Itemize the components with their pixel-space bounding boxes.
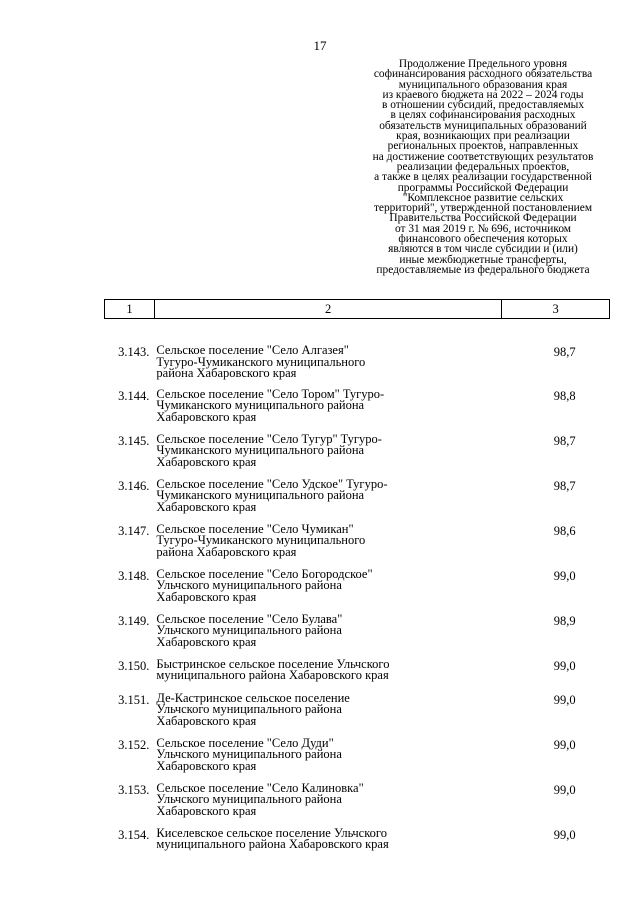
row-number: 3.145. bbox=[118, 433, 150, 448]
column-header-3: 3 bbox=[502, 300, 610, 319]
row-number: 3.144. bbox=[118, 388, 150, 403]
header-line: от 31 мая 2019 г. № 696, источником bbox=[394, 222, 572, 235]
municipality-name-line: Хабаровского края bbox=[156, 499, 257, 514]
municipality-name-line: Сельское поселение "Село Удское" Тугуро- bbox=[156, 476, 388, 491]
header-line: обязательств муниципальных образований bbox=[379, 119, 587, 132]
page-number: 17 bbox=[313, 38, 327, 53]
cofinancing-level: 99,0 bbox=[553, 827, 576, 842]
row-number: 3.148. bbox=[118, 568, 150, 583]
cofinancing-level: 98,6 bbox=[553, 523, 576, 538]
municipality-name bbox=[154, 521, 501, 569]
municipality-name bbox=[154, 566, 501, 614]
municipality-name-line: Хабаровского края bbox=[156, 803, 257, 818]
table-row bbox=[105, 659, 610, 693]
municipality-name-line: Сельское поселение "Село Дуди" bbox=[156, 735, 334, 750]
table-header-row bbox=[105, 300, 610, 319]
row-number: 3.153. bbox=[118, 782, 150, 797]
cofinancing-level: 98,7 bbox=[553, 478, 576, 493]
header-line: в отношении субсидий, предоставляемых bbox=[381, 99, 585, 112]
table-row bbox=[105, 524, 610, 569]
header-line: финансового обеспечения которых bbox=[398, 233, 568, 246]
cofinancing-level: 98,8 bbox=[553, 388, 576, 403]
municipality-name-line: Киселевское сельское поселение Ульчского bbox=[156, 825, 387, 840]
municipality-name-line: Сельское поселение "Село Чумикан" bbox=[156, 521, 354, 536]
municipality-name-line: Ульчского муниципального района bbox=[156, 623, 342, 638]
row-number: 3.150. bbox=[118, 658, 150, 673]
row-number: 3.152. bbox=[118, 737, 150, 752]
municipality-name-line: Хабаровского края bbox=[156, 589, 257, 604]
municipality-name bbox=[154, 690, 501, 738]
header-line: Правительства Российской Федерации bbox=[389, 212, 577, 225]
municipality-name bbox=[154, 319, 501, 389]
municipality-name-line: Сельское поселение "Село Тугур" Тугуро- bbox=[156, 431, 382, 446]
header-line: софинансирования расходного обязательства bbox=[373, 68, 593, 81]
municipality-name-line: Сельское поселение "Село Алгазея" bbox=[156, 343, 349, 357]
column-header-1: 1 bbox=[105, 300, 155, 319]
municipality-name-line: Хабаровского края bbox=[156, 634, 257, 649]
municipality-name-line: Ульчского муниципального района bbox=[156, 702, 342, 717]
header-line: предоставляемые из федерального бюджета bbox=[376, 263, 590, 276]
table-body bbox=[105, 319, 610, 862]
municipality-name bbox=[154, 780, 501, 828]
table-row bbox=[105, 828, 610, 862]
cofinancing-level: 99,0 bbox=[553, 782, 576, 797]
municipality-name-line: муниципального района Хабаровского края bbox=[156, 668, 389, 683]
municipality-name-line: Сельское поселение "Село Калиновка" bbox=[156, 780, 364, 795]
municipality-name bbox=[154, 735, 501, 783]
table-row bbox=[105, 738, 610, 783]
header-line: иные межбюджетные трансферты, bbox=[399, 253, 567, 266]
municipality-name-line: Хабаровского края bbox=[156, 409, 257, 424]
municipality-name-line: Де-Кастринское сельское поселение bbox=[156, 690, 350, 705]
municipality-name bbox=[154, 656, 501, 693]
municipality-name-line: Сельское поселение "Село Тором" Тугуро- bbox=[156, 386, 385, 401]
row-number: 3.151. bbox=[118, 692, 150, 707]
cofinancing-level: 99,0 bbox=[553, 568, 576, 583]
cofinancing-level: 99,0 bbox=[553, 692, 576, 707]
municipality-name-line: Чумиканского муниципального района bbox=[156, 398, 365, 413]
table-row bbox=[105, 569, 610, 614]
header-line: края, возникающих при реализации bbox=[396, 130, 570, 143]
table-row bbox=[105, 479, 610, 524]
header-line: являются в том числе субсидии и (или) bbox=[388, 243, 578, 256]
header-line: из краевого бюджета на 2022 – 2024 годы bbox=[382, 88, 584, 101]
municipality-name-line: Чумиканского муниципального района bbox=[156, 488, 365, 503]
header-line: в целях софинансирования расходных bbox=[390, 109, 576, 122]
municipality-name bbox=[154, 825, 501, 862]
cofinancing-level: 99,0 bbox=[553, 658, 576, 673]
header-line: "Комплексное развитие сельских bbox=[402, 191, 564, 204]
row-number: 3.143. bbox=[118, 345, 150, 359]
row-number: 3.149. bbox=[118, 613, 150, 628]
table-row bbox=[105, 434, 610, 479]
municipality-name-line: Ульчского муниципального района bbox=[156, 747, 342, 762]
header-line: на достижение соответствующих результатов bbox=[372, 150, 594, 163]
document-header bbox=[352, 59, 614, 275]
row-number: 3.146. bbox=[118, 478, 150, 493]
column-header-2: 2 bbox=[154, 300, 501, 319]
municipality-name-line: Тугуро-Чумиканского муниципального bbox=[156, 354, 366, 369]
header-line: реализации федеральных проектов, bbox=[396, 160, 570, 173]
cofinancing-level: 98,7 bbox=[553, 345, 576, 359]
municipality-name bbox=[154, 611, 501, 659]
table-row bbox=[105, 693, 610, 738]
subsidy-table bbox=[104, 299, 610, 862]
table-row bbox=[105, 614, 610, 659]
header-line: Продолжение Предельного уровня bbox=[398, 58, 568, 70]
cofinancing-level: 99,0 bbox=[553, 737, 576, 752]
header-line: региональных проектов, направленных bbox=[387, 140, 579, 153]
municipality-name-line: Сельское поселение "Село Булава" bbox=[156, 611, 343, 626]
municipality-name-line: Сельское поселение "Село Богородское" bbox=[156, 566, 373, 581]
municipality-name-line: Тугуро-Чумиканского муниципального bbox=[156, 533, 366, 548]
municipality-name-line: Хабаровского края bbox=[156, 713, 257, 728]
municipality-name bbox=[154, 386, 501, 434]
cofinancing-level: 98,9 bbox=[553, 613, 576, 628]
municipality-name-line: Быстринское сельское поселение Ульчского bbox=[156, 656, 390, 671]
municipality-name bbox=[154, 431, 501, 479]
municipality-name-line: Чумиканского муниципального района bbox=[156, 443, 365, 458]
header-line: территорий", утвержденной постановлением bbox=[373, 202, 593, 215]
municipality-name-line: района Хабаровского края bbox=[156, 366, 297, 381]
municipality-name-line: района Хабаровского края bbox=[156, 544, 297, 559]
cofinancing-level: 98,7 bbox=[553, 433, 576, 448]
table-row bbox=[105, 319, 610, 389]
municipality-name-line: Хабаровского края bbox=[156, 758, 257, 773]
table-row bbox=[105, 389, 610, 434]
header-line: программы Российской Федерации bbox=[397, 181, 569, 194]
row-number: 3.154. bbox=[118, 827, 150, 842]
table-row bbox=[105, 783, 610, 828]
municipality-name-line: Ульчского муниципального района bbox=[156, 578, 342, 593]
header-line: а также в целях реализации государственной bbox=[374, 171, 592, 184]
municipality-name-line: Хабаровского края bbox=[156, 454, 257, 469]
header-line: муниципального образования края bbox=[398, 78, 568, 91]
municipality-name-line: Ульчского муниципального района bbox=[156, 792, 342, 807]
municipality-name bbox=[154, 476, 501, 524]
row-number: 3.147. bbox=[118, 523, 150, 538]
municipality-name-line: муниципального района Хабаровского края bbox=[156, 837, 389, 852]
